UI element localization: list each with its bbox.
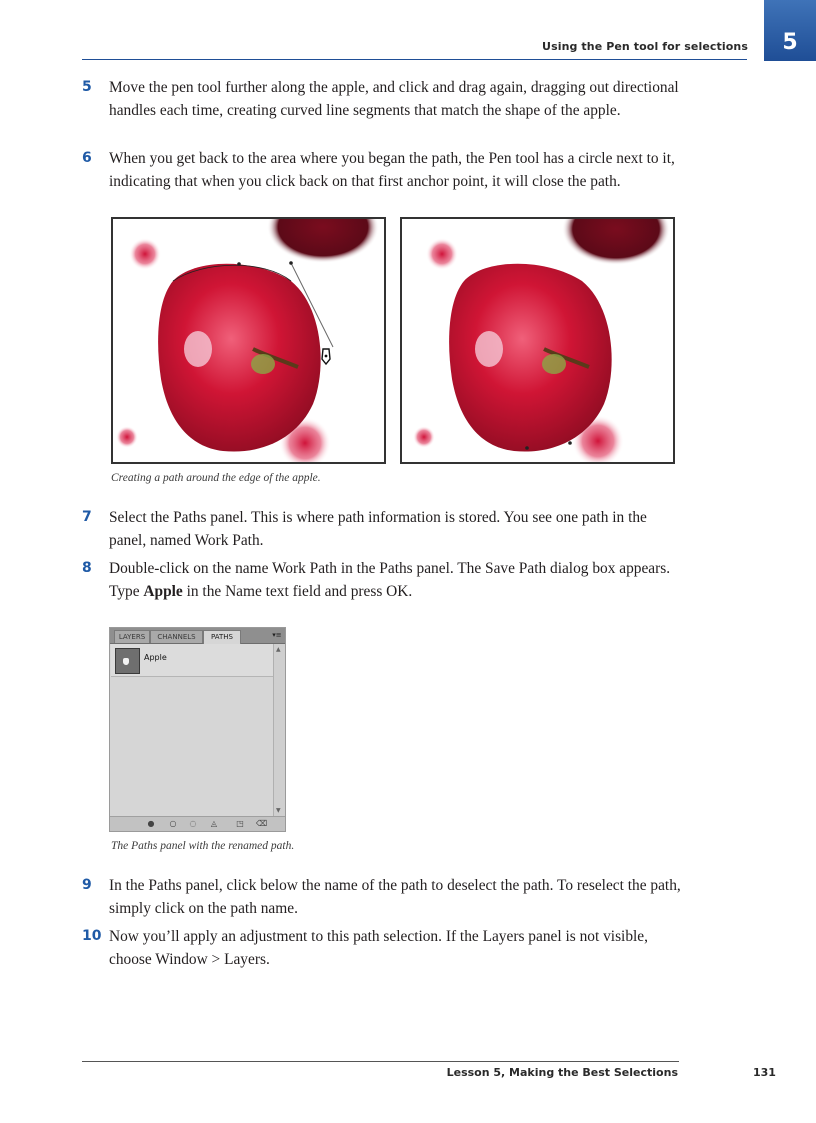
running-head: Using the Pen tool for selections — [542, 40, 748, 53]
step-8 — [82, 557, 682, 603]
step-text — [109, 557, 682, 603]
tab-layers[interactable]: LAYERS — [114, 630, 150, 643]
step-text: Move the pen tool further along the apple, and click and drag again, dragging out directional handles each time, creating curved line segments that match the shape of the apple. — [109, 79, 679, 119]
step-number: 10 — [82, 928, 102, 944]
step-6 — [82, 147, 682, 193]
step-text: When you get back to the area where you began the path, the Pen tool has a circle next to it, indicating that when you click back on that first anchor point, it will close the path. — [109, 150, 675, 190]
panel-menu-icon[interactable]: ▾≡ — [272, 631, 282, 639]
step-number: 7 — [82, 509, 92, 525]
step-text: Now you’ll apply an adjustment to this path selection. If the Layers panel is not visible, choose Window > Layers. — [109, 928, 648, 968]
anchor-point — [568, 441, 572, 445]
dark-apple-bg — [562, 219, 670, 265]
path-name[interactable]: Apple — [144, 653, 167, 662]
anchor-point — [525, 446, 529, 450]
apple-shape-icon — [123, 658, 129, 665]
pen-tool-icon — [322, 349, 330, 364]
blurred-apple-bg — [129, 238, 161, 270]
scroll-down-icon[interactable]: ▼ — [276, 807, 281, 814]
paths-panel — [109, 627, 286, 832]
panel-footer — [110, 816, 285, 831]
stroke-path-icon[interactable]: ○ — [169, 819, 177, 828]
step-text-part: in the Name text field and press OK. — [182, 583, 413, 600]
apple-illustration — [113, 219, 384, 462]
chapter-tab: 5 — [764, 0, 816, 61]
apple-highlight — [475, 331, 503, 367]
apple-stem-base — [251, 354, 275, 374]
load-selection-icon[interactable]: ◌ — [189, 819, 197, 828]
page-number: 131 — [753, 1066, 776, 1079]
path-row-apple[interactable] — [111, 644, 273, 677]
footer-rule — [82, 1061, 679, 1062]
apple-image-right — [400, 217, 675, 464]
step-text-bold: Apple — [143, 583, 183, 600]
step-9 — [82, 874, 682, 920]
new-path-icon[interactable]: ◳ — [236, 819, 244, 828]
step-text: In the Paths panel, click below the name of the path to deselect the path. To reselect the path, simply click on the path name. — [109, 877, 681, 917]
scroll-up-icon[interactable]: ▲ — [276, 646, 281, 653]
step-5 — [82, 76, 682, 122]
step-number: 9 — [82, 877, 92, 893]
apple-stem-base — [542, 354, 566, 374]
handle-point — [289, 261, 293, 265]
step-text: Select the Paths panel. This is where path information is stored. You see one path in the panel, named Work Path. — [109, 509, 647, 549]
path-thumbnail — [115, 648, 140, 674]
scrollbar[interactable] — [273, 644, 285, 816]
blurred-apple-bg — [116, 426, 138, 448]
dark-apple-bg — [267, 219, 379, 263]
apple-illustration — [402, 219, 673, 462]
anchor-point — [237, 262, 241, 266]
blurred-apple-bg — [413, 426, 435, 448]
step-number: 6 — [82, 150, 92, 166]
apple-highlight — [184, 331, 212, 367]
header-rule — [82, 59, 747, 60]
step-text-part: Double-click on the name Work Path in the Paths panel. The Save Path dialog box appears. Type — [109, 560, 671, 600]
figure1-caption: Creating a path around the edge of the apple. — [111, 472, 321, 484]
apple-body — [158, 264, 321, 452]
fill-path-icon[interactable]: ● — [147, 819, 155, 828]
make-work-path-icon[interactable]: ◬ — [210, 819, 218, 828]
figure2-caption: The Paths panel with the renamed path. — [111, 840, 295, 852]
apple-body — [449, 264, 612, 452]
footer-lesson-title: Lesson 5, Making the Best Selections — [446, 1066, 678, 1079]
tab-channels[interactable]: CHANNELS — [150, 630, 203, 643]
trash-icon[interactable]: ⌫ — [256, 819, 268, 828]
blurred-apple-bg — [426, 238, 458, 270]
tab-paths[interactable]: PATHS — [203, 630, 241, 644]
step-10 — [82, 925, 682, 971]
step-7 — [82, 506, 682, 552]
step-number: 5 — [82, 79, 92, 95]
apple-image-left — [111, 217, 386, 464]
step-number: 8 — [82, 560, 92, 576]
panel-tab-bar — [110, 628, 285, 644]
